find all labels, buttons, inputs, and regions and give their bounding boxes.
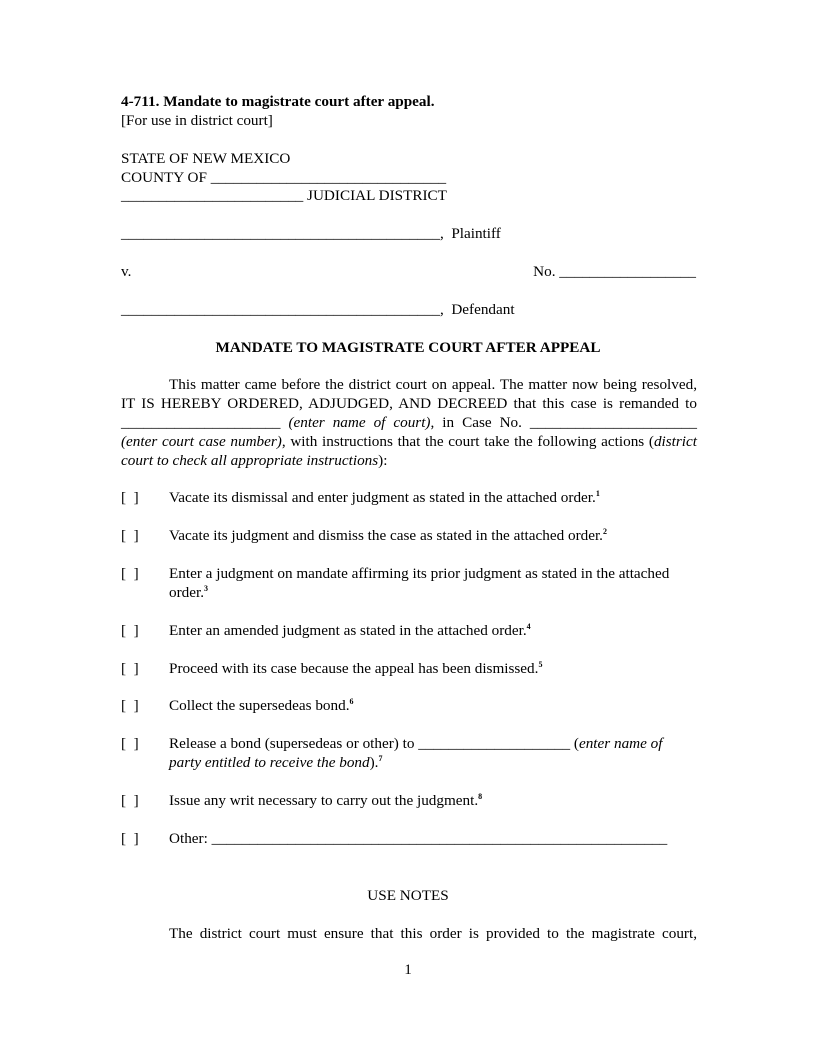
- footnote-ref: 6: [349, 696, 354, 706]
- checkbox[interactable]: [ ]: [121, 830, 139, 847]
- footnote-ref: 4: [526, 621, 531, 631]
- document-title: MANDATE TO MAGISTRATE COURT AFTER APPEAL: [215, 339, 601, 356]
- case-number-instruction: (enter court case number): [121, 433, 282, 450]
- instruction-item: [ ] Release a bond (supersedeas or other) to ____________________ (enter name of party entitled to receive the bond).$^7$: [121, 735, 663, 771]
- rule-title: 4-711. Mandate to magistrate court after appeal.: [121, 93, 435, 110]
- caption-case-number: No. __________________: [533, 263, 696, 280]
- body-line-5: court to check all appropriate instructions):: [121, 452, 388, 469]
- body-line-1: This matter came before the district court on appeal. The matter now being resolved,: [169, 376, 697, 393]
- instruction-item: [ ] Issue any writ necessary to carry out the judgment.$^8$: [121, 791, 483, 809]
- caption-defendant: __________________________________________, Defendant: [121, 301, 515, 318]
- checkbox[interactable]: [ ]: [121, 735, 139, 752]
- checkbox[interactable]: [ ]: [121, 565, 139, 582]
- footnote-ref: 8: [478, 791, 483, 801]
- footnote-ref: 3: [204, 583, 209, 593]
- footnote-ref: 1: [595, 488, 600, 498]
- body-line-3: [121, 413, 697, 432]
- body-line-2: IT IS HEREBY ORDERED, ADJUDGED, AND DECREED that this case is remanded to: [121, 395, 697, 412]
- case-number-blank: , in Case No. ______________________: [430, 414, 697, 431]
- checkbox[interactable]: [ ]: [121, 697, 139, 714]
- use-notes-paragraph: The district court must ensure that this order is provided to the magistrate court,: [169, 925, 697, 942]
- instruction-item: [ ] Vacate its dismissal and enter judgment as stated in the attached order.$^1$: [121, 488, 600, 506]
- caption-versus: v.: [121, 263, 132, 280]
- checkbox[interactable]: [ ]: [121, 622, 139, 639]
- checkbox[interactable]: [ ]: [121, 792, 139, 809]
- instruction-item: [121, 829, 697, 848]
- footnote-ref: 5: [538, 659, 543, 669]
- instruction-item: [ ] Proceed with its case because the appeal has been dismissed.$^5$: [121, 659, 543, 677]
- instruction-item: [ ] Enter an amended judgment as stated in the attached order.$^4$: [121, 621, 531, 639]
- order-body-paragraph: [121, 375, 697, 470]
- other-field[interactable]: Other: ____________________________________________________________: [169, 830, 668, 847]
- caption-state: STATE OF NEW MEXICO: [121, 150, 291, 167]
- caption-district: ________________________ JUDICIAL DISTRICT: [121, 187, 447, 204]
- checkbox[interactable]: [ ]: [121, 660, 139, 677]
- footnote-ref: 2: [602, 526, 607, 536]
- instruction-item: [ ] Collect the supersedeas bond.$^6$: [121, 696, 354, 714]
- instruction-item: [ ] Enter a judgment on mandate affirming its prior judgment as stated in the attached order.$^3$: [121, 565, 670, 601]
- body-line-4: (enter court case number), with instructions that the court take the following actions (district: [121, 433, 697, 450]
- footnote-ref: 7: [378, 753, 383, 763]
- checkbox[interactable]: [ ]: [121, 489, 139, 506]
- use-notes-heading: USE NOTES: [367, 887, 449, 904]
- court-name-blank: _____________________: [121, 414, 281, 431]
- usage-note: [For use in district court]: [121, 112, 273, 129]
- caption-county: COUNTY OF _______________________________: [121, 169, 447, 186]
- court-name-instruction: (enter name of court): [288, 414, 431, 431]
- checkbox[interactable]: [ ]: [121, 527, 139, 544]
- page-number: 1: [404, 961, 412, 978]
- caption-plaintiff: __________________________________________, Plaintiff: [121, 225, 501, 242]
- instruction-item: [ ] Vacate its judgment and dismiss the case as stated in the attached order.$^2$: [121, 526, 607, 544]
